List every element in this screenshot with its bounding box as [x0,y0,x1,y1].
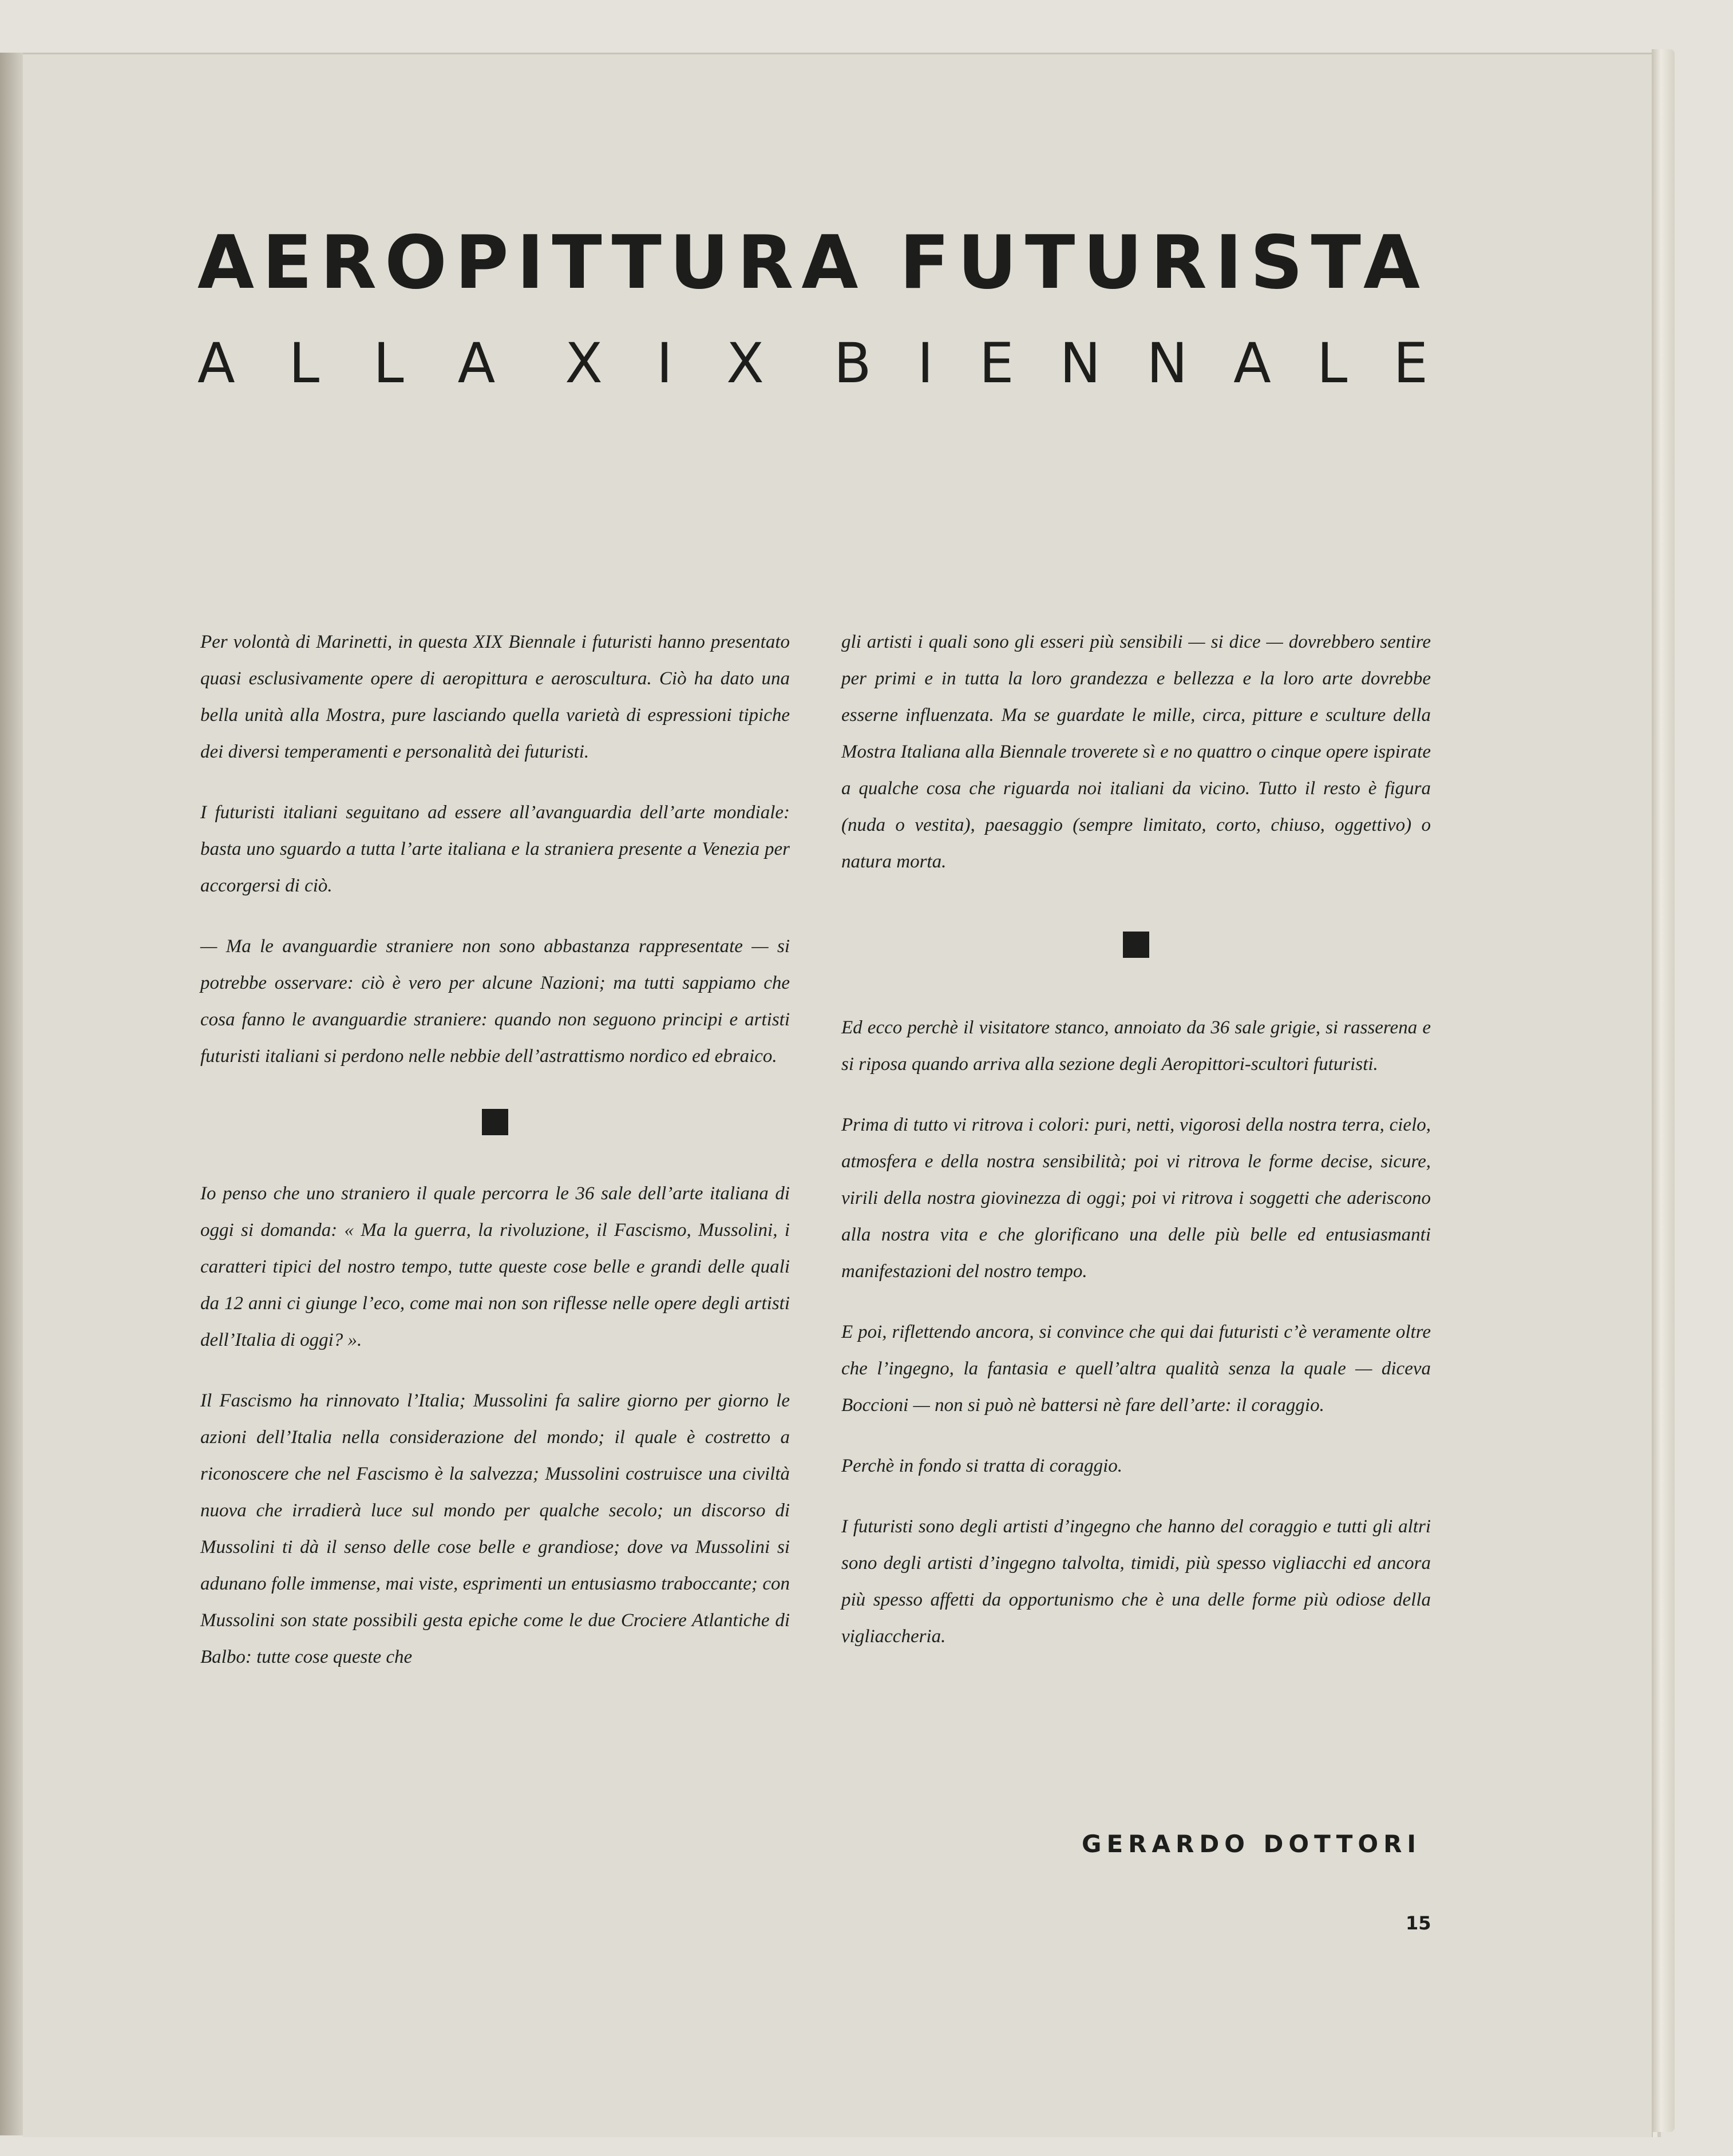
paragraph: gli artisti i quali sono gli esseri più sensibili — si dice — dovrebbero sentire per primi e in tutta la loro grandezza e bellezza e la loro arte dovrebbe esserne influenzata. Ma se guardate le mille, circa, pitture e sculture della Mostra Italiana alla Biennale troverete sì e no quattro o cinque opere ispirate a qualche cosa che riguarda noi italiani da vicino. Tutto il resto è figura (nuda o vestita), paesaggio (sempre limitato, corto, chiuso, oggettivo) o natura morta. [841,632,1431,872]
left-text-column [200,624,790,1675]
section-divider-square [482,1109,508,1135]
article-subtitle [197,329,1428,398]
subtitle-letter: N [1146,331,1188,395]
subtitle-letter: A [197,331,235,395]
subtitle-letter: L [1316,331,1348,395]
paragraph: — Ma le avanguardie straniere non sono abbastanza rappresentate — si potrebbe osservare: ciò è vero per alcune Nazioni; ma tutti sappiamo che cosa fanno le avanguardie straniere: quando non seguono principi e artisti futuristi italiani si perdono nelle nebbie dell’astrattismo nordico ed ebraico. [200,936,790,1067]
subtitle-letter: A [1233,331,1271,395]
paragraph: Ed ecco perchè il visitatore stanco, annoiato da 36 sale grigie, si rasserena e si riposa quando arriva alla sezione degli Aeropittori-scultori futuristi. [841,1017,1431,1075]
paragraph: Io penso che uno straniero il quale percorra le 36 sale dell’arte italiana di oggi si domanda: « Ma la guerra, la rivoluzione, il Fascismo, Mussolini, i caratteri tipici del nostro tempo, tutte queste cose belle e grandi delle quali da 12 anni ci giunge l’eco, come mai non son riflesse nelle opere degli artisti dell’Italia di oggi? ». [200,1183,790,1350]
subtitle-letter: X [565,331,603,395]
paragraph: Per volontà di Marinetti, in questa XIX Biennale i futuristi hanno presentato quasi esclusivamente opere di aeropittura e aeroscultura. Ciò ha dato una bella unità alla Mostra, pure lasciando quella varietà di espressioni tipiche dei diversi temperamenti e personalità dei futuristi. [200,632,790,762]
subtitle-letter: I [656,331,673,395]
title-word-aeropittura: AEROPITTURA [197,220,866,306]
subtitle-letter: N [1059,331,1101,395]
paragraph: I futuristi sono degli artisti d’ingegno che hanno del coraggio e tutti gli altri sono degli artisti d’ingegno talvolta, timidi, più spesso vigliacchi ed ancora più spesso affetti da opportunismo che è una delle forme più odiose della vigliaccheria. [841,1516,1431,1647]
subtitle-letter: A [457,331,496,395]
subtitle-letter: B [833,331,872,395]
paragraph: Il Fascismo ha rinnovato l’Italia; Mussolini fa salire giorno per giorno le azioni dell’Italia nella considerazione del mondo; il quale è costretto a riconoscere che nel Fascismo è la salvezza; Mussolini costruisce una civiltà nuova che irradierà luce sul mondo per qualche secolo; un discorso di Mussolini ti dà il senso delle cose belle e grandiose; dove va Mussolini si adunano folle immense, mai viste, esprimenti un entusiasmo traboccante; con Mussolini son state possibili gesta epiche come le due Crociere Atlantiche di Balbo: tutte cose queste che [200,1390,790,1667]
subtitle-letter: I [917,331,933,395]
title-word-futurista: FUTURISTA [899,220,1428,306]
paragraph: I futuristi italiani seguitano ad essere all’avanguardia dell’arte mondiale: basta uno sguardo a tutta l’arte italiana e la straniera presente a Venezia per accorgersi di ciò. [200,802,790,896]
subtitle-letter: L [288,331,320,395]
subtitle-letter: E [1393,331,1428,395]
paragraph: Prima di tutto vi ritrova i colori: puri, netti, vigorosi della nostra terra, cielo, atmosfera e della nostra sensibilità; poi vi ritrova le forme decise, sicure, virili della nostra giovinezza di oggi; poi vi ritrova i soggetti che aderiscono alla nostra vita e che glorificano una delle più belle ed entusiasmanti manifestazioni del nostro tempo. [841,1115,1431,1282]
section-divider-square [1123,932,1149,958]
page-number: 15 [1406,1912,1431,1934]
subtitle-word-alla [197,329,495,398]
subtitle-letter: X [726,331,764,395]
subtitle-word-xix [565,329,764,398]
right-page-leaf [1652,49,1675,2132]
left-page-edge [0,53,23,2135]
subtitle-letter: L [373,331,404,395]
subtitle-word-biennale [834,329,1428,398]
author-signature: GERARDO DOTTORI [1082,1830,1422,1858]
right-text-column [841,624,1431,1655]
article-title [197,220,1428,306]
paragraph: Perchè in fondo si tratta di coraggio. [841,1456,1122,1476]
subtitle-letter: E [979,331,1014,395]
paragraph: E poi, riflettendo ancora, si convince che qui dai futuristi c’è veramente oltre che l’ingegno, la fantasia e quell’altra qualità senza la quale — diceva Boccioni — non si può nè battersi nè fare dell’arte: il coraggio. [841,1322,1431,1416]
